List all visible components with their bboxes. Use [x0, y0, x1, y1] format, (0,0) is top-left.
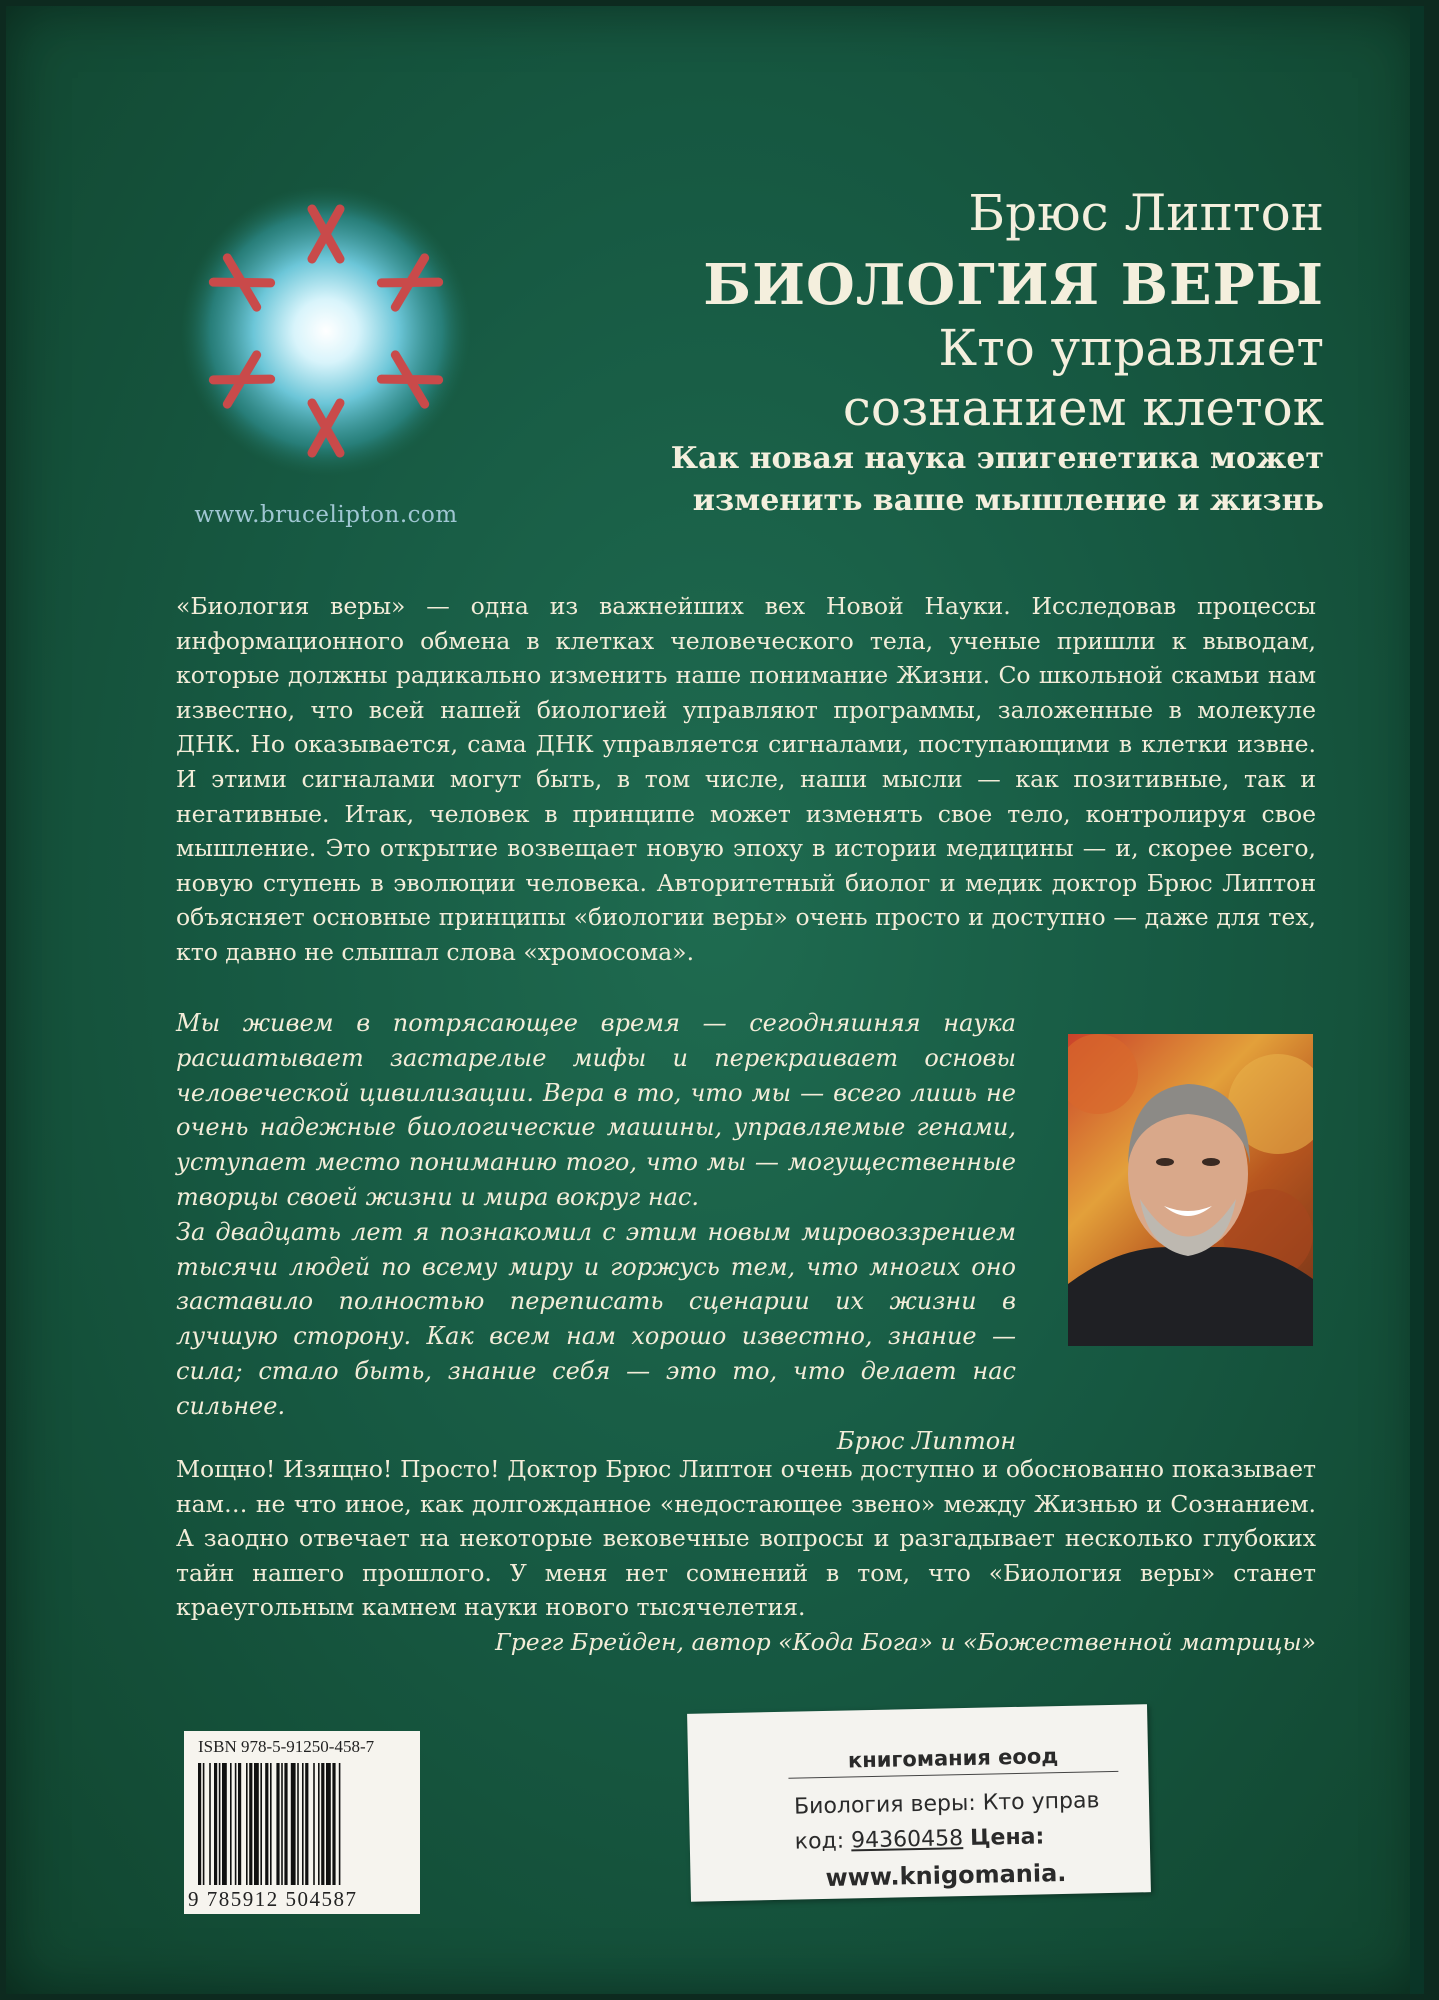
sticker-book-title: Биология веры: Кто управ — [793, 1788, 1100, 1820]
sticker-code: 94360458 — [850, 1826, 964, 1854]
review-text: Мощно! Изящно! Просто! Доктор Брюс Липтон очень доступно и обоснованно показывает нам… не что иное, как долгожданное «недостающее звено» между Жизнью и Сознанием. А заодно отвечает на некоторые вековечные вопросы и разгадывает несколько глубоких тайн нашего прошлого. У меня нет сомнений в том, что «Биология веры» станет краеугольным камнем науки нового тысячелетия. — [176, 1455, 1316, 1622]
author-quote — [176, 1006, 1016, 1458]
author-name: Брюс Липтон — [968, 184, 1324, 242]
sticker-code-label: код: — [794, 1828, 845, 1855]
tagline-line: изменить ваше мышление и жизнь — [692, 483, 1324, 518]
review-block — [176, 1452, 1316, 1660]
isbn-barcode — [184, 1731, 420, 1914]
sticker-price-label: Цена: — [969, 1824, 1045, 1851]
review-signature: Грегг Брейден, автор «Кода Бога» и «Божественной матрицы» — [495, 1627, 1316, 1656]
chromosome-star-logo-icon — [176, 181, 476, 481]
book-tagline — [624, 438, 1324, 522]
book-title: БИОЛОГИЯ ВЕРЫ — [703, 252, 1324, 318]
quote-paragraph: За двадцать лет я познакомил с этим новым мировоззрением тысячи людей по всему миру и горжусь тем, что многих оно заставило полностью переписать сценарии их жизни в лучшую сторону. Как всем нам хорошо известно, знание — сила; стало быть, знание себя — это то, что делает нас сильнее. — [176, 1217, 1016, 1420]
price-sticker — [687, 1704, 1151, 1902]
quote-paragraph: Мы живем в потрясающее время — сегодняшняя наука расшатывает застарелые мифы и перекраивает основы человеческой цивилизации. Вера в то, что мы — всего лишь не очень надежные биологические машины, управляемые генами, уступает место пониманию того, что мы — могущественные творцы своей жизни и мира вокруг нас. — [176, 1009, 1016, 1211]
book-subtitle — [624, 318, 1324, 438]
sticker-code-row — [795, 1824, 1045, 1854]
book-description: «Биология веры» — одна из важнейших вех Новой Науки. Исследовав процессы информационного обмена в клетках человеческого тела, ученые пришли к выводам, которые должны радикально изменить наше понимание Жизни. Со школьной скамьи нам известно, что всей нашей биологией управляют программы, заложенные в молекуле ДНК. Но оказывается, сама ДНК управляется сигналами, поступающими в клетки извне. И этими сигналами могут быть, в том числе, наши мысли — как позитивные, так и негативные. Итак, человек в принципе может изменять свое тело, контролируя свое мышление. Это открытие возвещает новую эпоху в истории медицины — и, скорее всего, новую ступень в эволюции человека. Авторитетный биолог и медик доктор Брюс Липтон объясняет основные принципы «биологии веры» очень просто и доступно — даже для тех, кто давно не слышал слова «хромосома». — [176, 592, 1316, 966]
author-photo — [1068, 1034, 1313, 1346]
subtitle-line: Кто управляет — [938, 319, 1324, 377]
sticker-site: www.knigomania. — [825, 1858, 1067, 1892]
quote-signature: Брюс Липтон — [836, 1426, 1016, 1455]
barcode-bars-icon — [198, 1763, 408, 1885]
isbn-label: ISBN 978-5-91250-458-7 — [198, 1737, 375, 1756]
subtitle-line: сознанием клеток — [842, 379, 1324, 437]
cover-edge — [1410, 6, 1424, 1994]
tagline-line: Как новая наука эпигенетика может — [670, 441, 1324, 476]
author-portrait-icon — [1068, 1034, 1313, 1346]
barcode-number: 9 785912 504587 — [188, 1887, 358, 1911]
book-back-cover — [6, 6, 1424, 1994]
author-website: www.brucelipton.com — [194, 502, 458, 528]
sticker-store: книгомания еоод — [788, 1743, 1119, 1779]
